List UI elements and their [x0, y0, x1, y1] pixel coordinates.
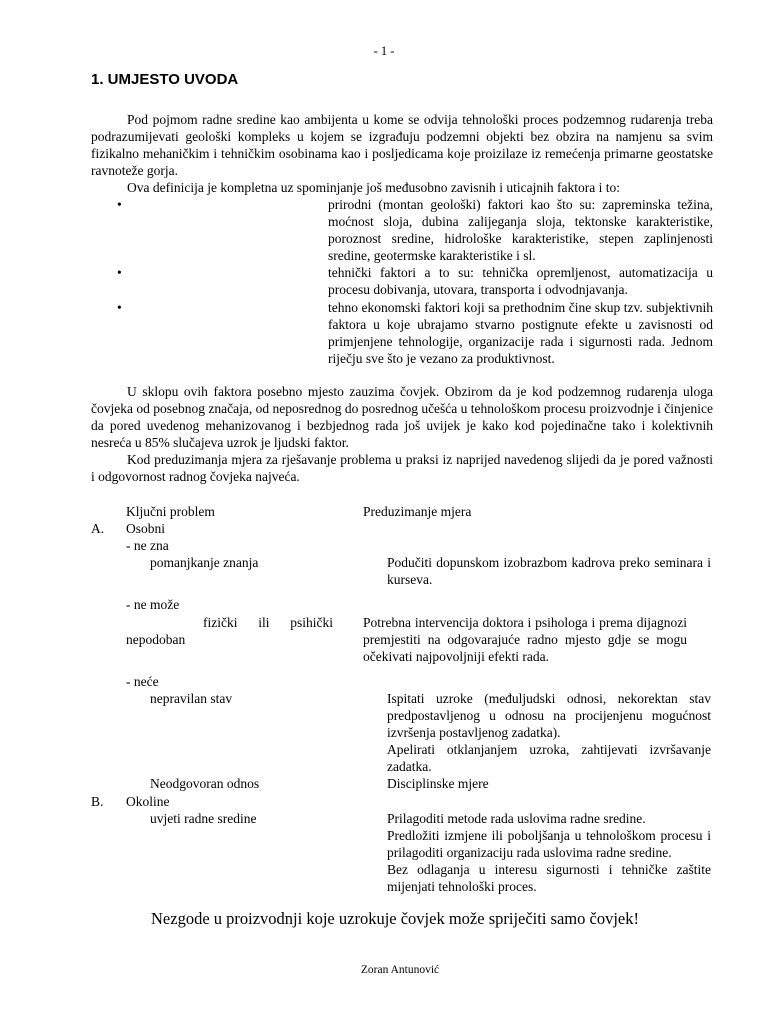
- table-row: [91, 673, 691, 690]
- safety-slogan: Nezgode u proizvodnji koje uzrokuje čovjek može spriječiti samo čovjek!: [151, 909, 639, 928]
- table-row: [91, 810, 711, 895]
- list-item: [91, 299, 713, 367]
- list-item: [91, 264, 713, 298]
- intro-text: [91, 111, 713, 196]
- table-header-row: [91, 503, 691, 520]
- measure-cell: Ispitati uzroke (međuljudski odnosi, nekorektan stav predpostavljenog u odnosu na procijenjenu mogućnost izvršenja postavljenog zadatka). Apelirati otklanjanjem uzroka, zahtijevati izvršavanje zadatka.: [387, 690, 711, 775]
- bullet-icon: •: [117, 265, 122, 281]
- problem-cell: Neodgovoran odnos: [150, 776, 260, 792]
- section-a-row: [91, 520, 691, 537]
- table-row: [91, 537, 691, 554]
- paragraph-human-factor: U sklopu ovih faktora posebno mjesto zauzima čovjek. Obzirom da je kod podzemnog rudarenja uloga čovjeka od posebnog značaja, od neposrednog do posrednog učešća u tehnološkom procesu proizvodnje i činjenice da pored uvedenog mehanizovanog i bezbjednog rada još uvijek je kako kod pojedinačne tako i kolektivnih nesreća u 85% slučajeva uzrok je ljudski faktor.: [91, 384, 713, 451]
- bullet-text: tehnički faktori a to su: tehnička opremljenost, automatizacija u procesu dobivanja, utovara, transporta i odvodnjavanja.: [328, 265, 713, 298]
- section-b-row: [91, 793, 691, 810]
- bullet-text: prirodni (montan geološki) faktori kao što su: zapreminska težina, moćnost sloja, dubina zalijeganja sloja, tektonske karakteristike, poroznost sredine, hidrološke karakteristike, stepen zaplinjenosti sredine, geotermske karakteristike i sl.: [328, 197, 713, 264]
- paragraph-measures-intro: Kod preduzimanja mjera za rješavanje problema u praksi iz naprijed navedenog slijedi da je pored važnosti i odgovornost radnog čovjeka najveća.: [91, 452, 713, 485]
- header-key-problem: Ključni problem: [126, 504, 215, 519]
- section-title: Okoline: [126, 793, 170, 809]
- section-title: Osobni: [126, 521, 166, 537]
- measure-cell: Potrebna intervencija doktora i psihologa i prema dijagnozi premjestiti na odgovarajuće radno mjesto gdje se mogu očekivati najpovoljniji efekti rada.: [363, 614, 687, 664]
- human-factor-text: [91, 383, 713, 486]
- section-heading: 1. UMJESTO UVODA: [91, 71, 239, 88]
- problem-cell: pomanjkanje znanja: [150, 555, 259, 571]
- subcategory-label: - ne može: [126, 597, 180, 613]
- problem-cell: nepravilan stav: [150, 690, 233, 706]
- author-footer: Zoran Antunović: [360, 964, 440, 976]
- factor-list: [91, 196, 713, 367]
- measure-cell: Prilagoditi metode rada uslovima radne sredine. Predložiti izmjene ili poboljšanja u tehnološkom procesu i prilagoditi organizaciju rada uslovima radne sredine. Bez odlaganja u interesu sigurnosti i tehničke zaštite mijenjati tehnološki proces.: [387, 810, 711, 894]
- table-row: [91, 775, 691, 792]
- subcategory-label: - neće: [126, 673, 159, 689]
- table-row: [91, 554, 711, 588]
- bullet-icon: •: [117, 197, 122, 212]
- measure-cell: Podučiti dopunskom izobrazbom kadrova preko seminara i kurseva.: [387, 555, 711, 588]
- bullet-text: tehno ekonomski faktori koji sa prethodnim čine skup tzv. subjektivnih faktora u koje ubrajamo stvarno postignute efekte u zavisnosti od primjenjene tehnologije, organizacije rada i sigurnosti rada. Jednom riječju sve što je vezano za produktivnost.: [328, 299, 713, 366]
- paragraph-factors-intro: Ova definicija je kompletna uz spominjanje još međusobno zavisnih i uticajnih faktora i to:: [127, 180, 621, 196]
- paragraph-definition: Pod pojmom radne sredine kao ambijenta u kome se odvija tehnološki proces podzemnog rudarenja treba podrazumijevati geološki kompleks u kojem se izgrađuju podzemni objekti bez obzira na namjenu sa svim fizikalno mehaničkim i tehničkim osobinama kao i posljedicama koje proizilaze iz remećenja primarne geostatske ravnoteže gorja.: [91, 112, 713, 179]
- list-item: [91, 196, 713, 264]
- page-number: - 1 -: [373, 44, 395, 58]
- problem-measure-table: [91, 503, 711, 895]
- section-letter: A.: [91, 521, 105, 537]
- section-letter: B.: [91, 793, 104, 809]
- table-row: [91, 597, 691, 665]
- bullet-icon: •: [117, 299, 122, 315]
- problem-cell: uvjeti radne sredine: [150, 810, 257, 826]
- problem-cell: fizički ili psihički nepodoban: [126, 614, 333, 647]
- header-measures: Preduzimanje mjera: [363, 504, 472, 519]
- table-row: [91, 690, 711, 775]
- measure-cell: Disciplinske mjere: [387, 776, 489, 792]
- subcategory-label: - ne zna: [126, 538, 169, 554]
